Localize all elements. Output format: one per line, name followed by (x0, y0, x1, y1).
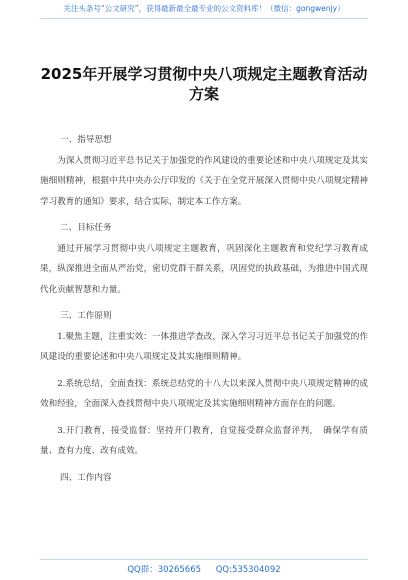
top-divider (40, 18, 368, 19)
section-3-paragraph-1: 1.聚焦主题，注重实效：一体推进学查改，深入学习习近平总书记关于加强党的作风建设的重要论述和中央八项规定及其实施细则精神。 (40, 331, 368, 362)
section-heading-1: 一、指导思想 (60, 135, 112, 145)
section-3-paragraph-2: 2.系统总结，全面查找：系统总结党的十八大以来深入贯彻中央八项规定精神的成效和经验，全面深入查找贯彻中央八项规定及其实施细则精神方面存在的问题。 (40, 378, 368, 409)
title-line-1: 2025年开展学习贯彻中央八项规定主题教育活动 (40, 65, 368, 83)
document-title (20, 64, 388, 104)
top-banner: 关注头条号“公文研究”，获得最新最全最专业的公文资料库！（微信：gongwenjy） (63, 4, 345, 13)
section-3-paragraph-3: 3.开门教育，接受监督：坚持开门教育，自觉接受群众监督评判， 确保学有质量、查有力度、改有成效。 (40, 425, 368, 456)
section-heading-3: 三、工作原则 (60, 311, 112, 321)
footer (0, 563, 408, 575)
section-heading-4: 四、工作内容 (60, 472, 112, 483)
footer-divider (40, 559, 368, 560)
section-2-paragraph-1: 通过开展学习贯彻中央八项规定主题教育，巩固深化主题教育和党纪学习教育成果，纵深推进全面从严治党，密切党群干群关系，巩固党的执政基础，为推进中国式现代化贡献智慧和力量。 (40, 243, 368, 295)
document-body (40, 130, 368, 488)
footer-qq: QQ:535304092 (215, 565, 281, 575)
section-1-paragraph-1: 为深入贯彻习近平总书记关于加强党的作风建设的重要论述和中央八项规定及其实施细则精神，根据中共中央办公厅印发的《关于在全党开展深入贯彻中央八项规定精神学习教育的通知》要求，结合实际，制定本工作方案。 (40, 155, 368, 207)
title-line-2: 方案 (188, 85, 219, 103)
section-heading-2: 二、目标任务 (60, 223, 112, 233)
footer-qq-group: QQ群：30265665 (127, 565, 202, 575)
